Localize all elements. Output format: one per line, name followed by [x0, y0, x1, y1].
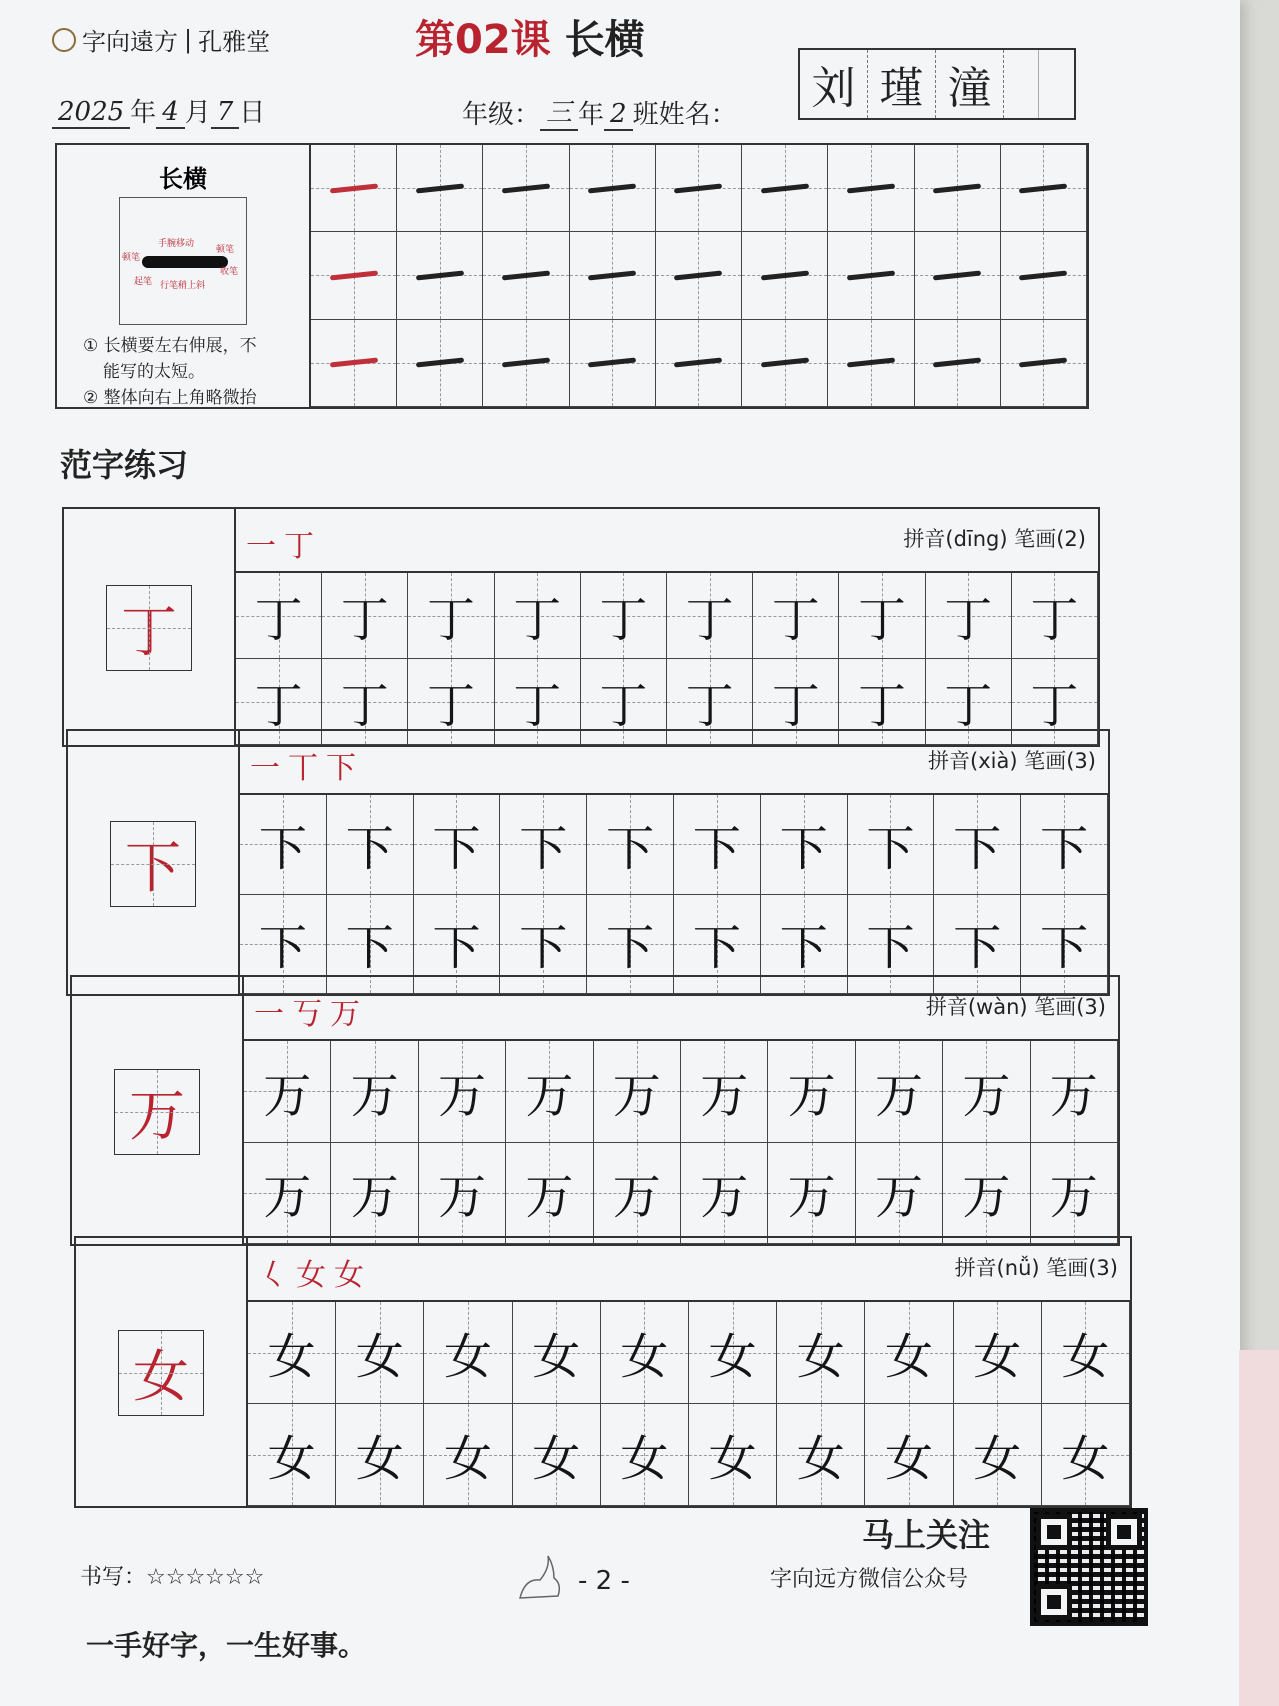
practice-cell[interactable] [248, 1302, 336, 1404]
written-character: 丁 [857, 678, 906, 734]
written-character: 万 [525, 1067, 574, 1124]
written-character: 万 [263, 1169, 312, 1226]
practice-grid [248, 1302, 1130, 1506]
written-stroke [761, 270, 809, 280]
name-blank-cell [1004, 50, 1074, 118]
stroke-practice-cell[interactable] [656, 320, 742, 407]
written-character: 丁 [599, 678, 648, 734]
stroke-practice-cell[interactable] [828, 232, 914, 319]
written-stroke [502, 270, 550, 280]
written-stroke [1019, 358, 1067, 368]
stroke-practice-cell[interactable] [1001, 145, 1087, 232]
stroke-practice-cell[interactable] [311, 320, 397, 407]
written-character: 女 [884, 1431, 933, 1487]
written-character: 下 [258, 920, 307, 977]
written-character: 下 [1040, 820, 1089, 877]
written-character: 万 [874, 1169, 923, 1226]
stroke-diagram [119, 197, 247, 325]
written-character: 万 [962, 1169, 1011, 1226]
written-character: 丁 [685, 592, 734, 648]
stroke-practice-cell[interactable] [570, 232, 656, 319]
written-character: 下 [606, 820, 655, 877]
written-character: 女 [973, 1431, 1022, 1487]
practice-cell[interactable] [689, 1404, 777, 1506]
practice-panel [236, 509, 1098, 745]
wechat-text: 字向远方微信公众号 [770, 1567, 969, 1592]
practice-cell[interactable] [331, 1041, 418, 1143]
written-stroke [847, 358, 895, 368]
stroke-practice-cell[interactable] [742, 145, 828, 232]
written-character: 万 [437, 1169, 486, 1226]
stroke-practice-cell[interactable] [570, 320, 656, 407]
practice-cell[interactable] [1042, 1302, 1130, 1404]
written-character: 万 [350, 1067, 399, 1124]
date-line [52, 92, 265, 129]
practice-cell[interactable] [419, 1041, 506, 1143]
written-character: 丁 [771, 678, 820, 734]
name-label: 姓名： [658, 100, 737, 130]
model-panel [72, 977, 244, 1244]
practice-cell[interactable] [336, 1302, 424, 1404]
practice-heading: 范字练习 [60, 446, 189, 484]
stroke-practice-cell[interactable] [656, 145, 742, 232]
underlying-page [1239, 1350, 1279, 1706]
stroke-practice-cell[interactable] [397, 320, 483, 407]
day-label: 日 [239, 98, 266, 128]
practice-cell[interactable] [594, 1143, 681, 1245]
pinyin-strokes: 拼音(nǚ) 笔画(3) [954, 1256, 1118, 1280]
character-block [66, 729, 1110, 996]
model-character: 下 [110, 821, 196, 907]
written-character: 丁 [340, 592, 389, 648]
written-character: 下 [345, 920, 394, 977]
practice-cell[interactable] [500, 795, 587, 895]
written-character: 万 [787, 1169, 836, 1226]
stroke-note-1: ① 长横要左右伸展，不 [83, 336, 257, 356]
class-value: 2 [604, 99, 633, 131]
written-character: 下 [1040, 920, 1089, 977]
written-character: 丁 [599, 592, 648, 648]
practice-cell[interactable] [1021, 795, 1108, 895]
date-month: 4 [156, 97, 185, 129]
written-character: 丁 [254, 678, 303, 734]
written-character: 下 [519, 820, 568, 877]
nian-label: 年 [578, 100, 605, 130]
pinyin-strokes: 拼音(dīng) 笔画(2) [903, 527, 1086, 551]
written-character: 下 [866, 920, 915, 977]
stroke-practice-cell[interactable] [828, 145, 914, 232]
written-character: 丁 [685, 678, 734, 734]
practice-cell[interactable] [495, 573, 581, 659]
practice-grid [244, 1041, 1118, 1244]
written-character: 万 [525, 1169, 574, 1226]
stroke-practice-cell[interactable] [397, 145, 483, 232]
practice-cell[interactable] [865, 1302, 953, 1404]
written-stroke [1019, 183, 1067, 193]
written-character: 丁 [426, 678, 475, 734]
written-character: 丁 [1030, 592, 1079, 648]
practice-cell[interactable] [1031, 1041, 1118, 1143]
month-label: 月 [184, 98, 211, 128]
written-stroke [761, 183, 809, 193]
written-character: 下 [258, 820, 307, 877]
written-stroke [588, 183, 636, 193]
practice-cell[interactable] [926, 573, 1012, 659]
practice-cell[interactable] [674, 795, 761, 895]
stroke-note-2: ② 整体向右上角略微抬 [83, 388, 257, 408]
written-character: 女 [267, 1431, 316, 1487]
name-char-1: 刘 [800, 50, 868, 118]
class-label: 班 [632, 100, 659, 130]
written-stroke [674, 358, 722, 368]
lesson-number: 第02课 [415, 17, 551, 63]
written-character: 女 [708, 1431, 757, 1487]
diagram-label: 收笔 [220, 267, 239, 277]
written-character: 万 [612, 1169, 661, 1226]
brand-name: 字向遠方 [82, 28, 178, 56]
name-char-3: 潼 [936, 50, 1004, 118]
written-character: 下 [866, 820, 915, 877]
character-info [236, 509, 1098, 573]
pinyin-strokes: 拼音(wàn) 笔画(3) [925, 995, 1106, 1019]
written-character: 女 [973, 1329, 1022, 1385]
stroke-practice-cell[interactable] [570, 145, 656, 232]
written-character: 女 [355, 1431, 404, 1487]
written-character: 下 [692, 820, 741, 877]
practice-cell[interactable] [943, 1143, 1030, 1245]
written-character: 丁 [944, 678, 993, 734]
written-character: 下 [345, 820, 394, 877]
brand-header [52, 22, 270, 57]
written-character: 万 [874, 1067, 923, 1124]
model-panel [68, 731, 240, 994]
written-character: 万 [263, 1067, 312, 1124]
written-stroke [761, 358, 809, 368]
written-stroke [933, 183, 981, 193]
character-info [248, 1238, 1130, 1302]
written-stroke [847, 183, 895, 193]
model-panel [76, 1238, 248, 1506]
stroke-practice-cell[interactable] [311, 232, 397, 319]
practice-cell[interactable] [513, 1302, 601, 1404]
practice-grid [236, 573, 1098, 745]
practice-cell[interactable] [761, 795, 848, 895]
practice-cell[interactable] [777, 1302, 865, 1404]
stroke-practice-grid [311, 145, 1087, 407]
year-label: 年 [130, 98, 157, 128]
written-character: 万 [1049, 1067, 1098, 1124]
practice-cell[interactable] [681, 1143, 768, 1245]
written-character: 丁 [1030, 678, 1079, 734]
written-character: 丁 [340, 678, 389, 734]
qr-finder [1106, 1514, 1142, 1550]
written-stroke [502, 183, 550, 193]
written-stroke [416, 183, 464, 193]
name-char-2: 瑾 [868, 50, 936, 118]
character-info [244, 977, 1118, 1041]
written-character: 女 [620, 1431, 669, 1487]
practice-cell[interactable] [408, 573, 494, 659]
date-year: 2025 [52, 97, 130, 129]
stroke-practice-cell[interactable] [397, 232, 483, 319]
stroke-practice-cell[interactable] [828, 320, 914, 407]
practice-cell[interactable] [777, 1404, 865, 1506]
stroke-sample [142, 256, 228, 268]
written-character: 下 [432, 820, 481, 877]
written-character: 女 [443, 1431, 492, 1487]
page-number: - 2 - [578, 1566, 630, 1596]
practice-cell[interactable] [581, 573, 667, 659]
school-name: 孔雅堂 [198, 28, 271, 56]
practice-cell[interactable] [601, 1302, 689, 1404]
character-info [240, 731, 1108, 795]
written-stroke [416, 270, 464, 280]
practice-panel [240, 731, 1108, 994]
written-stroke [933, 358, 981, 368]
model-character: 万 [114, 1069, 200, 1155]
stroke-practice-cell[interactable] [1001, 320, 1087, 407]
written-stroke [416, 358, 464, 368]
stroke-practice-cell[interactable] [915, 232, 1001, 319]
diagram-label: 起笔 [134, 277, 153, 287]
model-character: 丁 [106, 585, 192, 671]
written-character: 万 [612, 1067, 661, 1124]
character-block [74, 1236, 1132, 1508]
written-character: 下 [519, 920, 568, 977]
written-character: 女 [532, 1329, 581, 1385]
practice-cell[interactable] [506, 1143, 593, 1245]
lesson-stroke: 长横 [564, 17, 645, 63]
practice-cell[interactable] [689, 1302, 777, 1404]
practice-cell[interactable] [768, 1143, 855, 1245]
practice-cell[interactable] [322, 573, 408, 659]
qr-finder [1036, 1584, 1072, 1620]
written-character: 女 [796, 1431, 845, 1487]
diagram-label: 顿笔 [122, 253, 141, 263]
practice-cell[interactable] [244, 1143, 331, 1245]
practice-cell[interactable] [934, 795, 1021, 895]
stroke-practice-cell[interactable] [656, 232, 742, 319]
written-character: 下 [953, 920, 1002, 977]
practice-cell[interactable] [848, 795, 935, 895]
written-character: 万 [437, 1067, 486, 1124]
page-title [415, 8, 645, 65]
practice-cell[interactable] [414, 795, 501, 895]
written-stroke [1019, 270, 1067, 280]
written-character: 女 [532, 1431, 581, 1487]
written-character: 下 [779, 820, 828, 877]
student-name-box [798, 48, 1076, 120]
writing-rating: 书写：☆☆☆☆☆☆ [80, 1565, 265, 1590]
written-character: 丁 [857, 592, 906, 648]
practice-cell[interactable] [1031, 1143, 1118, 1245]
practice-cell[interactable] [236, 573, 322, 659]
practice-cell[interactable] [331, 1143, 418, 1245]
practice-cell[interactable] [594, 1041, 681, 1143]
grade-label: 年级： [462, 100, 541, 130]
written-character: 万 [700, 1169, 749, 1226]
written-character: 女 [708, 1329, 757, 1385]
model-panel [64, 509, 236, 745]
practice-cell[interactable] [424, 1302, 512, 1404]
stroke-practice-cell[interactable] [742, 320, 828, 407]
stroke-order: 一丂万 [254, 997, 368, 1032]
practice-panel [248, 1238, 1130, 1506]
practice-cell[interactable] [327, 795, 414, 895]
practice-cell[interactable] [954, 1404, 1042, 1506]
written-character: 女 [355, 1329, 404, 1385]
practice-cell[interactable] [419, 1143, 506, 1245]
written-character: 万 [700, 1067, 749, 1124]
brand-logo-icon [52, 28, 76, 52]
practice-cell[interactable] [336, 1404, 424, 1506]
stroke-practice-cell[interactable] [483, 320, 569, 407]
written-stroke [847, 270, 895, 280]
diagram-label: 手腕移动 [158, 239, 195, 249]
written-character: 丁 [426, 592, 475, 648]
character-block [62, 507, 1100, 747]
qr-code-icon [1030, 1508, 1148, 1626]
written-character: 下 [606, 920, 655, 977]
model-stroke [329, 270, 377, 280]
follow-text: 马上关注 [862, 1516, 991, 1554]
written-character: 丁 [513, 592, 562, 648]
practice-cell[interactable] [1042, 1404, 1130, 1506]
written-character: 丁 [254, 592, 303, 648]
stroke-intro-panel [55, 143, 1089, 409]
stroke-practice-cell[interactable] [915, 145, 1001, 232]
written-stroke [588, 358, 636, 368]
rabbit-icon [510, 1548, 570, 1608]
written-character: 下 [692, 920, 741, 977]
motto: 一手好字，一生好事。 [86, 1629, 367, 1662]
written-character: 万 [350, 1169, 399, 1226]
practice-panel [244, 977, 1118, 1244]
written-character: 万 [1049, 1169, 1098, 1226]
brand-divider: | [184, 25, 193, 54]
written-character: 万 [787, 1067, 836, 1124]
practice-cell[interactable] [839, 573, 925, 659]
written-stroke [933, 270, 981, 280]
practice-cell[interactable] [856, 1041, 943, 1143]
stroke-explanation [57, 145, 311, 407]
model-character: 女 [118, 1330, 204, 1416]
practice-cell[interactable] [943, 1041, 1030, 1143]
written-character: 女 [620, 1329, 669, 1385]
character-block [70, 975, 1120, 1246]
stroke-heading: 长横 [159, 165, 207, 193]
stroke-note-1b: 能写的太短。 [103, 362, 205, 382]
practice-cell[interactable] [587, 795, 674, 895]
written-character: 女 [267, 1329, 316, 1385]
practice-cell[interactable] [753, 573, 839, 659]
stroke-order: 𡿨女女 [258, 1258, 372, 1293]
practice-cell[interactable] [248, 1404, 336, 1506]
date-day: 7 [211, 97, 240, 129]
practice-cell[interactable] [865, 1404, 953, 1506]
practice-cell[interactable] [667, 573, 753, 659]
model-stroke [329, 358, 377, 368]
written-character: 女 [884, 1329, 933, 1385]
stroke-practice-cell[interactable] [742, 232, 828, 319]
stroke-order: 一丅下 [250, 751, 364, 786]
written-character: 女 [1061, 1431, 1110, 1487]
written-character: 丁 [944, 592, 993, 648]
written-character: 女 [796, 1329, 845, 1385]
stroke-order: 一丁 [246, 529, 322, 564]
written-character: 丁 [513, 678, 562, 734]
practice-cell[interactable] [681, 1041, 768, 1143]
practice-cell[interactable] [513, 1404, 601, 1506]
practice-cell[interactable] [240, 795, 327, 895]
written-stroke [674, 270, 722, 280]
practice-cell[interactable] [506, 1041, 593, 1143]
grade-value: 三 [540, 92, 578, 131]
practice-cell[interactable] [601, 1404, 689, 1506]
written-character: 万 [962, 1067, 1011, 1124]
grade-line [462, 92, 737, 131]
written-character: 下 [953, 820, 1002, 877]
written-character: 女 [1061, 1329, 1110, 1385]
practice-cell[interactable] [244, 1041, 331, 1143]
practice-cell[interactable] [856, 1143, 943, 1245]
written-character: 下 [779, 920, 828, 977]
stroke-practice-cell[interactable] [915, 320, 1001, 407]
written-stroke [502, 358, 550, 368]
stroke-practice-cell[interactable] [311, 145, 397, 232]
qr-finder [1036, 1514, 1072, 1550]
practice-cell[interactable] [954, 1302, 1042, 1404]
practice-cell[interactable] [768, 1041, 855, 1143]
written-stroke [588, 270, 636, 280]
practice-cell[interactable] [1012, 573, 1098, 659]
stroke-practice-cell[interactable] [483, 232, 569, 319]
practice-cell[interactable] [424, 1404, 512, 1506]
practice-grid [240, 795, 1108, 994]
model-stroke [329, 183, 377, 193]
stroke-practice-cell[interactable] [483, 145, 569, 232]
pinyin-strokes: 拼音(xià) 笔画(3) [928, 749, 1096, 773]
diagram-label: 顿笔 [216, 245, 235, 255]
diagram-label: 行笔稍上斜 [160, 281, 206, 291]
written-character: 女 [443, 1329, 492, 1385]
stroke-practice-cell[interactable] [1001, 232, 1087, 319]
written-character: 丁 [771, 592, 820, 648]
written-character: 下 [432, 920, 481, 977]
written-stroke [674, 183, 722, 193]
